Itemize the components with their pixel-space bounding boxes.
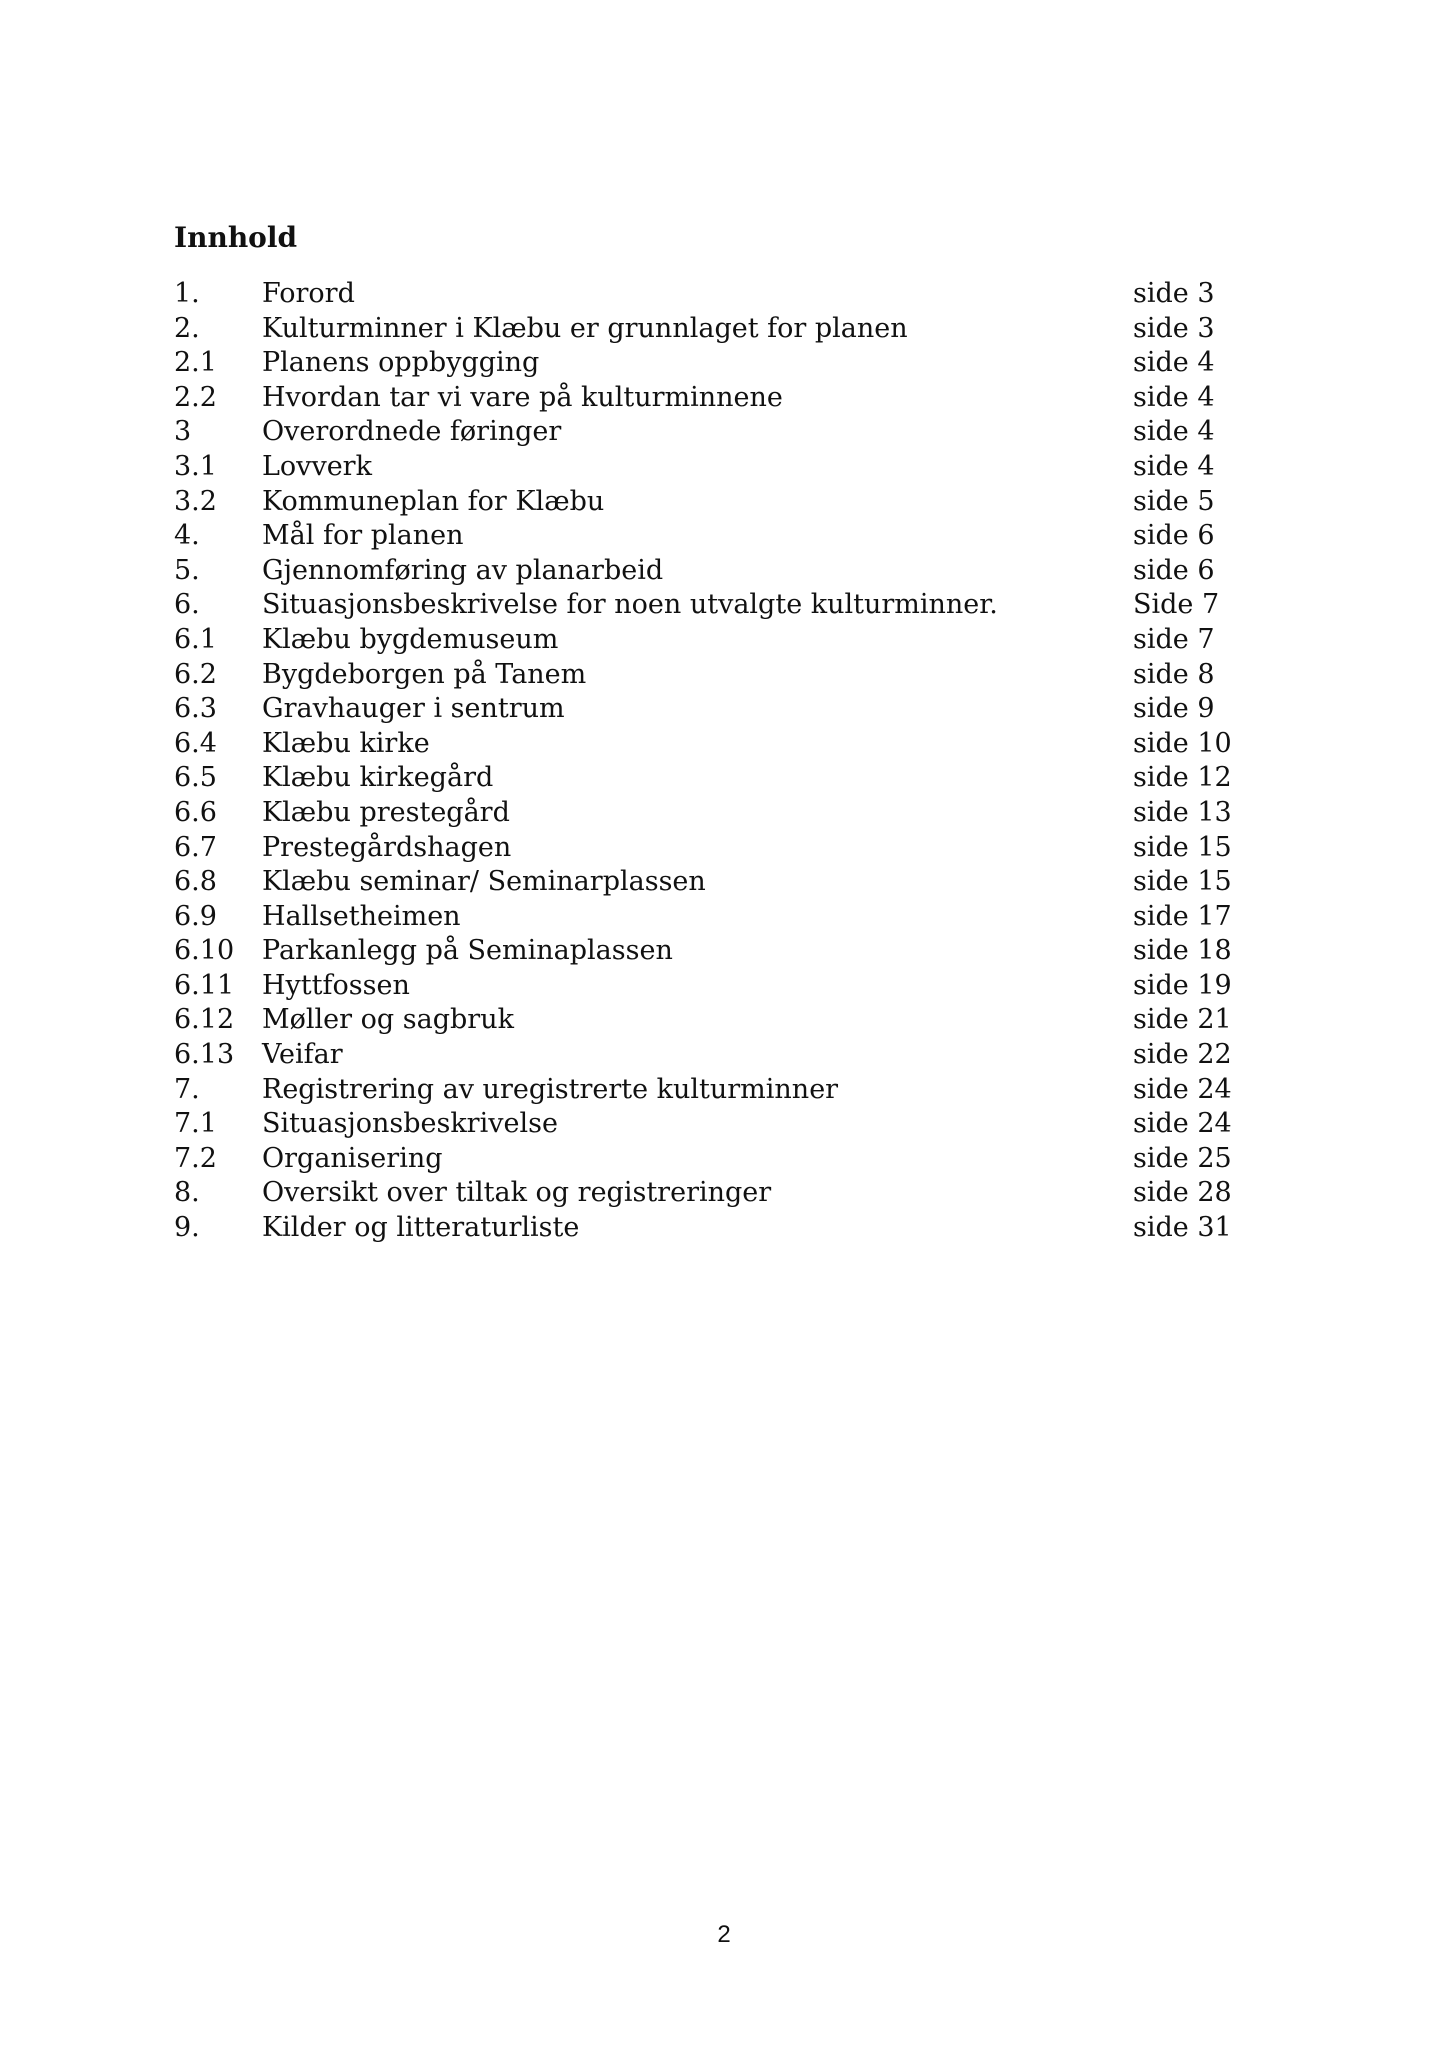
toc-entry[interactable]	[174, 796, 1254, 831]
page-number: 2	[717, 1921, 731, 1948]
toc-entry-title: Organisering	[262, 1142, 443, 1174]
toc-entry-number: 6.8	[174, 866, 217, 898]
toc-entry-page: side 17	[1133, 900, 1232, 932]
toc-entry-page: side 6	[1133, 554, 1215, 586]
toc-entry-number: 6.11	[174, 969, 235, 1001]
toc-entry[interactable]	[174, 312, 1254, 347]
toc-entry-number: 8.	[174, 1177, 200, 1209]
toc-entry-title: Klæbu seminar/ Seminarplassen	[262, 866, 706, 898]
toc-entry-number: 5.	[174, 554, 200, 586]
toc-entry-title: Hallsetheimen	[262, 900, 461, 932]
toc-entry-title: Parkanlegg på Seminaplassen	[262, 935, 673, 967]
toc-entry-page: side 7	[1133, 623, 1215, 655]
toc-entry[interactable]	[174, 1142, 1254, 1177]
toc-entry-page: side 15	[1133, 831, 1232, 863]
toc-entry[interactable]	[174, 1176, 1254, 1211]
toc-entry-number: 6.10	[174, 935, 235, 967]
toc-entry[interactable]	[174, 865, 1254, 900]
toc-entry-number: 3	[174, 416, 192, 448]
toc-entry-page: side 4	[1133, 347, 1215, 379]
toc-entry-number: 6.	[174, 589, 200, 621]
toc-entry-title: Gravhauger i sentrum	[262, 693, 565, 725]
toc-entry-title: Oversikt over tiltak og registreringer	[262, 1177, 772, 1209]
toc-entry-page: side 3	[1133, 278, 1215, 309]
toc-entry-number: 6.13	[174, 1039, 235, 1071]
toc-entry-title: Hvordan tar vi vare på kulturminnene	[262, 381, 783, 413]
toc-entry[interactable]	[174, 450, 1254, 485]
toc-entry-title: Registrering av uregistrerte kulturminner	[262, 1073, 839, 1105]
toc-entry-page: Side 7	[1133, 589, 1220, 621]
toc-entry-page: side 24	[1133, 1108, 1232, 1140]
toc-entry[interactable]	[174, 623, 1254, 658]
toc-entry-page: side 4	[1133, 416, 1215, 448]
toc-entry[interactable]	[174, 900, 1254, 935]
toc-entry[interactable]	[174, 1073, 1254, 1108]
toc-entry-page: side 22	[1133, 1039, 1232, 1071]
toc-entry[interactable]	[174, 1003, 1254, 1038]
toc-heading: Innhold	[174, 221, 298, 254]
toc-entry-title: Klæbu bygdemuseum	[262, 623, 559, 655]
toc-entry-title: Lovverk	[262, 450, 372, 482]
toc-entry-number: 7.	[174, 1073, 200, 1105]
toc-entry[interactable]	[174, 969, 1254, 1004]
toc-entry-page: side 5	[1133, 485, 1215, 517]
toc-entry-number: 7.2	[174, 1142, 217, 1174]
toc-entry-title: Mål for planen	[262, 520, 464, 552]
toc-entry-page: side 28	[1133, 1177, 1232, 1209]
toc-entry-number: 3.2	[174, 485, 217, 517]
toc-entry-number: 6.7	[174, 831, 217, 863]
toc-entry-number: 3.1	[174, 450, 217, 482]
toc-entry[interactable]	[174, 1211, 1254, 1246]
toc-entry-page: side 8	[1133, 658, 1215, 690]
toc-entry[interactable]	[174, 588, 1254, 623]
toc-entry-title: Kommuneplan for Klæbu	[262, 485, 605, 517]
toc-entry[interactable]	[174, 381, 1254, 416]
toc-entry-number: 4.	[174, 520, 200, 552]
toc-entry-page: side 31	[1133, 1212, 1232, 1244]
toc-entry-number: 9.	[174, 1212, 200, 1244]
toc-entry-page: side 10	[1133, 727, 1232, 759]
toc-entry-number: 6.12	[174, 1004, 235, 1036]
toc-entry[interactable]	[174, 277, 1254, 312]
toc-entry-title: Forord	[262, 278, 355, 309]
toc-entry-number: 2.	[174, 312, 200, 344]
toc-entry-title: Veifar	[262, 1039, 343, 1071]
toc-entry-page: side 21	[1133, 1004, 1232, 1036]
toc-entry-title: Planens oppbygging	[262, 347, 540, 379]
toc-entry-title: Bygdeborgen på Tanem	[262, 658, 587, 690]
toc-entry-number: 6.2	[174, 658, 217, 690]
toc-entry[interactable]	[174, 831, 1254, 866]
toc-entry[interactable]	[174, 1038, 1254, 1073]
toc-entry-number: 6.1	[174, 623, 217, 655]
toc-entry-title: Situasjonsbeskrivelse	[262, 1108, 558, 1140]
toc-entry-page: side 24	[1133, 1073, 1232, 1105]
toc-entry-title: Prestegårdshagen	[262, 831, 512, 863]
toc-entry-page: side 3	[1133, 312, 1215, 344]
toc-entry-page: side 15	[1133, 866, 1232, 898]
toc-entry-title: Gjennomføring av planarbeid	[262, 554, 664, 586]
toc-entry-title: Overordnede føringer	[262, 416, 562, 448]
toc-entry-number: 6.3	[174, 693, 217, 725]
toc-entry[interactable]	[174, 519, 1254, 554]
toc-entry-number: 6.4	[174, 727, 217, 759]
toc-entry-page: side 13	[1133, 796, 1232, 828]
toc-entry-page: side 18	[1133, 935, 1232, 967]
toc-entry[interactable]	[174, 692, 1254, 727]
toc-entry-number: 1.	[174, 278, 200, 309]
toc-entry-title: Situasjonsbeskrivelse for noen utvalgte kulturminner.	[262, 589, 998, 621]
toc-entry[interactable]	[174, 1107, 1254, 1142]
toc-entry-title: Møller og sagbruk	[262, 1004, 514, 1036]
toc-entry-title: Kulturminner i Klæbu er grunnlaget for planen	[262, 312, 908, 344]
toc-entry-page: side 4	[1133, 450, 1215, 482]
toc-entry-page: side 12	[1133, 762, 1232, 794]
toc-entry-page: side 4	[1133, 381, 1215, 413]
toc-entry-title: Kilder og litteraturliste	[262, 1212, 580, 1244]
toc-entry-title: Klæbu prestegård	[262, 796, 510, 828]
toc-entry-number: 2.2	[174, 381, 217, 413]
toc-entry-page: side 9	[1133, 693, 1215, 725]
toc-entry-page: side 19	[1133, 969, 1232, 1001]
toc-entry-title: Klæbu kirke	[262, 727, 430, 759]
toc-entry-number: 6.9	[174, 900, 217, 932]
toc-entry[interactable]	[174, 485, 1254, 520]
toc-entry[interactable]	[174, 658, 1254, 693]
table-of-contents	[174, 277, 1254, 1246]
toc-entry[interactable]	[174, 761, 1254, 796]
toc-entry-page: side 25	[1133, 1142, 1232, 1174]
toc-entry-title: Klæbu kirkegård	[262, 762, 494, 794]
toc-entry[interactable]	[174, 415, 1254, 450]
toc-entry-number: 6.5	[174, 762, 217, 794]
toc-entry-number: 7.1	[174, 1108, 217, 1140]
toc-entry-number: 2.1	[174, 347, 217, 379]
toc-entry[interactable]	[174, 727, 1254, 762]
toc-entry[interactable]	[174, 554, 1254, 589]
toc-entry[interactable]	[174, 346, 1254, 381]
toc-entry[interactable]	[174, 934, 1254, 969]
toc-entry-number: 6.6	[174, 796, 217, 828]
toc-entry-title: Hyttfossen	[262, 969, 410, 1001]
toc-entry-page: side 6	[1133, 520, 1215, 552]
